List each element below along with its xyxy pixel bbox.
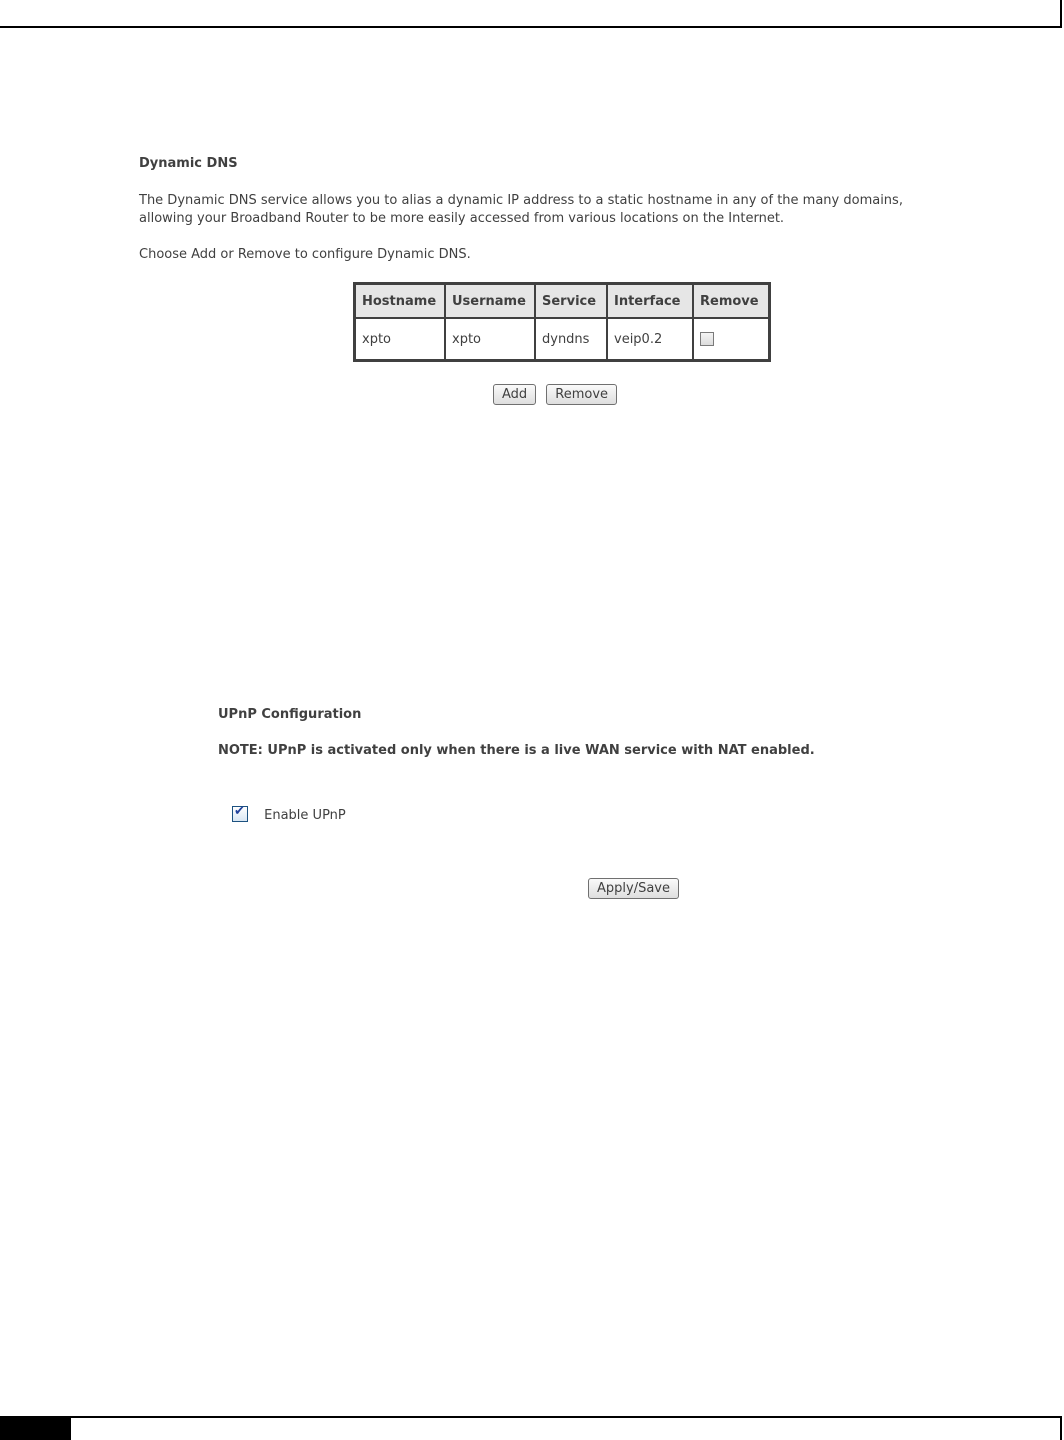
- header-hostname: Hostname: [355, 284, 445, 318]
- remove-checkbox[interactable]: [700, 332, 714, 346]
- ddns-instruction: Choose Add or Remove to configure Dynamic DNS.: [139, 247, 471, 262]
- remove-button[interactable]: Remove: [546, 384, 617, 405]
- cell-remove: [693, 318, 769, 360]
- cell-service: dyndns: [535, 318, 607, 360]
- enable-upnp-checkbox[interactable]: [232, 806, 248, 822]
- enable-upnp-row: [232, 806, 346, 825]
- header-username: Username: [445, 284, 535, 318]
- upnp-note: NOTE: UPnP is activated only when there is a live WAN service with NAT enabled.: [218, 743, 815, 758]
- ddns-button-bar: [493, 383, 617, 405]
- table-row: [355, 318, 769, 360]
- dynamic-dns-section: [139, 155, 939, 264]
- upnp-section: [218, 706, 918, 760]
- ddns-title: Dynamic DNS: [139, 156, 238, 171]
- upnp-title: UPnP Configuration: [218, 707, 362, 722]
- ddns-description: The Dynamic DNS service allows you to alias a dynamic IP address to a static hostname in any of the many domains, allowing your Broadband Router to be more easily accessed from various locations on the Internet.: [139, 193, 903, 226]
- page-header-rule: [0, 0, 1062, 28]
- header-service: Service: [535, 284, 607, 318]
- ddns-table-header-row: [355, 284, 769, 318]
- add-button[interactable]: Add: [493, 384, 536, 405]
- page-footer-rule: [0, 1416, 1062, 1440]
- cell-hostname: xpto: [355, 318, 445, 360]
- apply-save-button[interactable]: Apply/Save: [588, 878, 679, 899]
- cell-interface: veip0.2: [607, 318, 693, 360]
- page-number-block: [0, 1418, 71, 1440]
- header-interface: Interface: [607, 284, 693, 318]
- upnp-button-bar: [588, 877, 679, 899]
- cell-username: xpto: [445, 318, 535, 360]
- header-remove: Remove: [693, 284, 769, 318]
- enable-upnp-label: Enable UPnP: [264, 808, 346, 823]
- ddns-table: [353, 282, 771, 362]
